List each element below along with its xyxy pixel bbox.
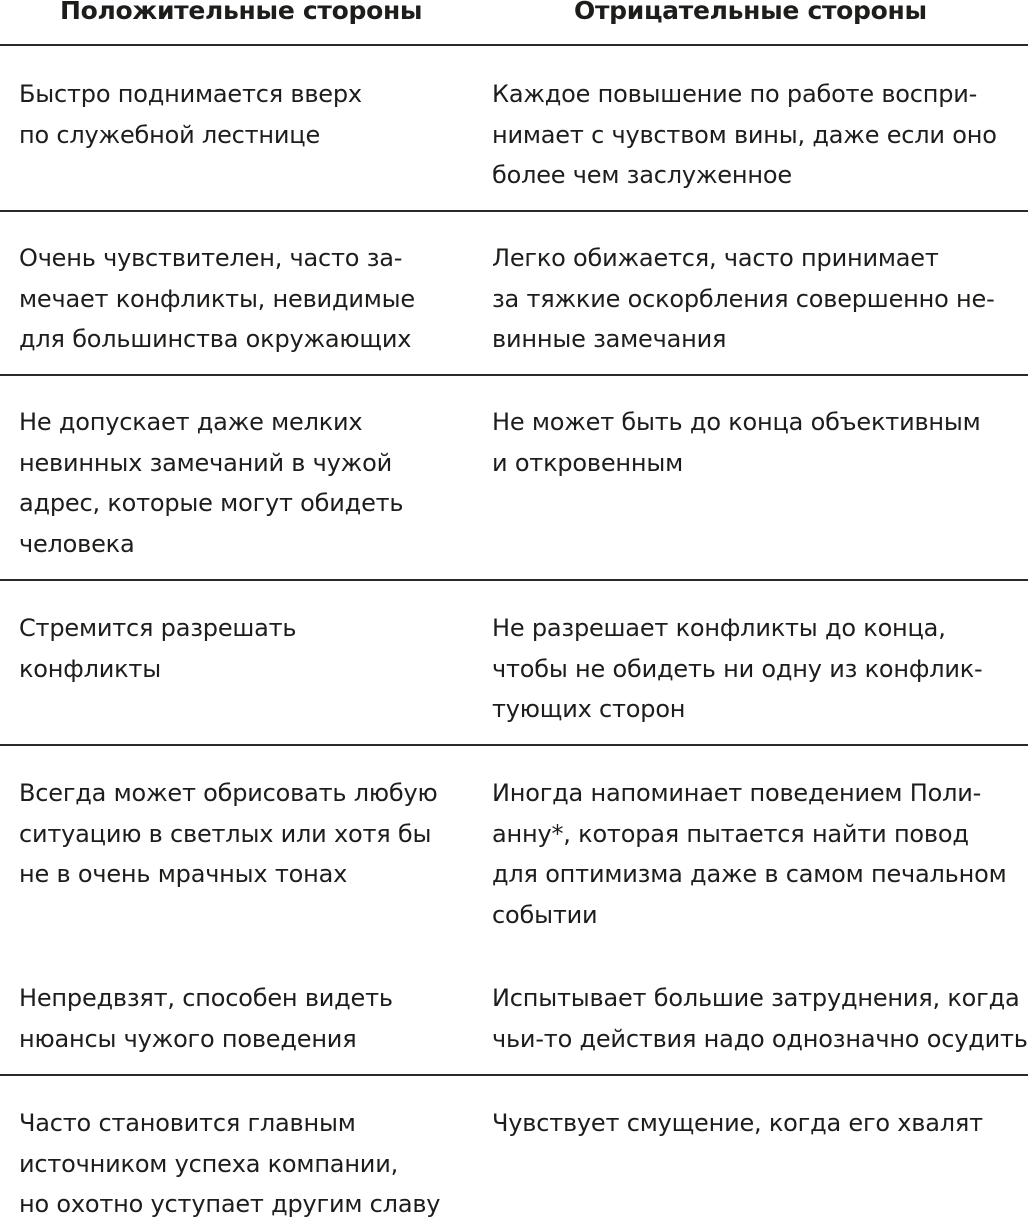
negative-cell: [492, 1103, 1022, 1144]
cell-line: чьи-то действия надо однозначно осудить: [492, 1024, 1028, 1053]
table-row: [0, 212, 1028, 376]
table-row: [0, 581, 1028, 746]
positive-cell: [19, 238, 459, 360]
cell-line: событии: [492, 900, 598, 929]
cell-line: Каждое повышение по работе воспри-: [492, 80, 978, 108]
cell-line: более чем заслуженное: [492, 161, 792, 190]
cell-line: Иногда напоминает поведением Поли-: [492, 779, 982, 807]
cell-line: человека: [19, 529, 135, 558]
cell-line: не в очень мрачных тонах: [19, 860, 348, 889]
cell-line: для большинства окружающих: [19, 325, 412, 354]
negative-cell: [492, 773, 1022, 935]
positive-cell: [19, 74, 459, 155]
table-row: [0, 1076, 1028, 1220]
cell-line: и откровенным: [492, 448, 684, 477]
cell-line: по служебной лестнице: [19, 120, 321, 149]
positive-cell: [19, 402, 459, 564]
cell-line: адрес, которые могут обидеть: [19, 489, 404, 518]
cell-line: но охотно уступает другим славу: [19, 1190, 441, 1219]
negative-cell: [492, 74, 1022, 196]
table-header: [0, 0, 1028, 46]
negative-cell: [492, 238, 1022, 360]
cell-line: Испытывает большие затруднения, когда: [492, 984, 1020, 1012]
cell-line: источником успеха компании,: [19, 1149, 399, 1178]
cell-line: ситуацию в светлых или хотя бы: [19, 819, 432, 848]
cell-line: Стремится разрешать: [19, 614, 297, 642]
negative-cell: [492, 402, 1022, 483]
cell-line: анну*, которая пытается найти повод: [492, 819, 969, 848]
table-row: [0, 46, 1028, 212]
cell-line: Часто становится главным: [19, 1109, 356, 1137]
cell-line: винные замечания: [492, 325, 727, 354]
cell-line: за тяжкие оскорбления совершенно не-: [492, 284, 995, 313]
cell-line: нимает с чувством вины, даже если оно: [492, 120, 997, 149]
cell-line: Непредвзят, способен видеть: [19, 984, 393, 1012]
cell-line: Всегда может обрисовать любую: [19, 779, 438, 807]
table-row: [0, 746, 1028, 951]
cell-line: нюансы чужого поведения: [19, 1024, 357, 1053]
cell-line: тующих сторон: [492, 695, 686, 724]
table-row: [0, 376, 1028, 581]
header-negative: Отрицательные стороны: [574, 0, 927, 25]
cell-line: конфликты: [19, 654, 161, 683]
cell-line: Быстро поднимается вверх: [19, 80, 362, 108]
negative-cell: [492, 608, 1022, 730]
positive-cell: [19, 978, 459, 1059]
header-positive: Положительные стороны: [60, 0, 423, 25]
cell-line: Не допускает даже мелких: [19, 408, 363, 436]
cell-line: невинных замечаний в чужой: [19, 448, 392, 477]
table-row: [0, 951, 1028, 1076]
positive-cell: [19, 773, 459, 895]
cell-line: Не разрешает конфликты до конца,: [492, 614, 946, 642]
positive-cell: [19, 608, 459, 689]
cell-line: мечает конфликты, невидимые: [19, 284, 415, 313]
positive-cell: [19, 1103, 459, 1225]
negative-cell: [492, 978, 1028, 1059]
cell-line: Очень чувствителен, часто за-: [19, 244, 403, 272]
cell-line: чтобы не обидеть ни одну из конфлик-: [492, 654, 983, 683]
cell-line: Не может быть до конца объективным: [492, 408, 981, 436]
cell-line: Чувствует смущение, когда его хвалят: [492, 1109, 983, 1137]
cell-line: Легко обижается, часто принимает: [492, 244, 939, 272]
cell-line: для оптимизма даже в самом печальном: [492, 860, 1007, 889]
